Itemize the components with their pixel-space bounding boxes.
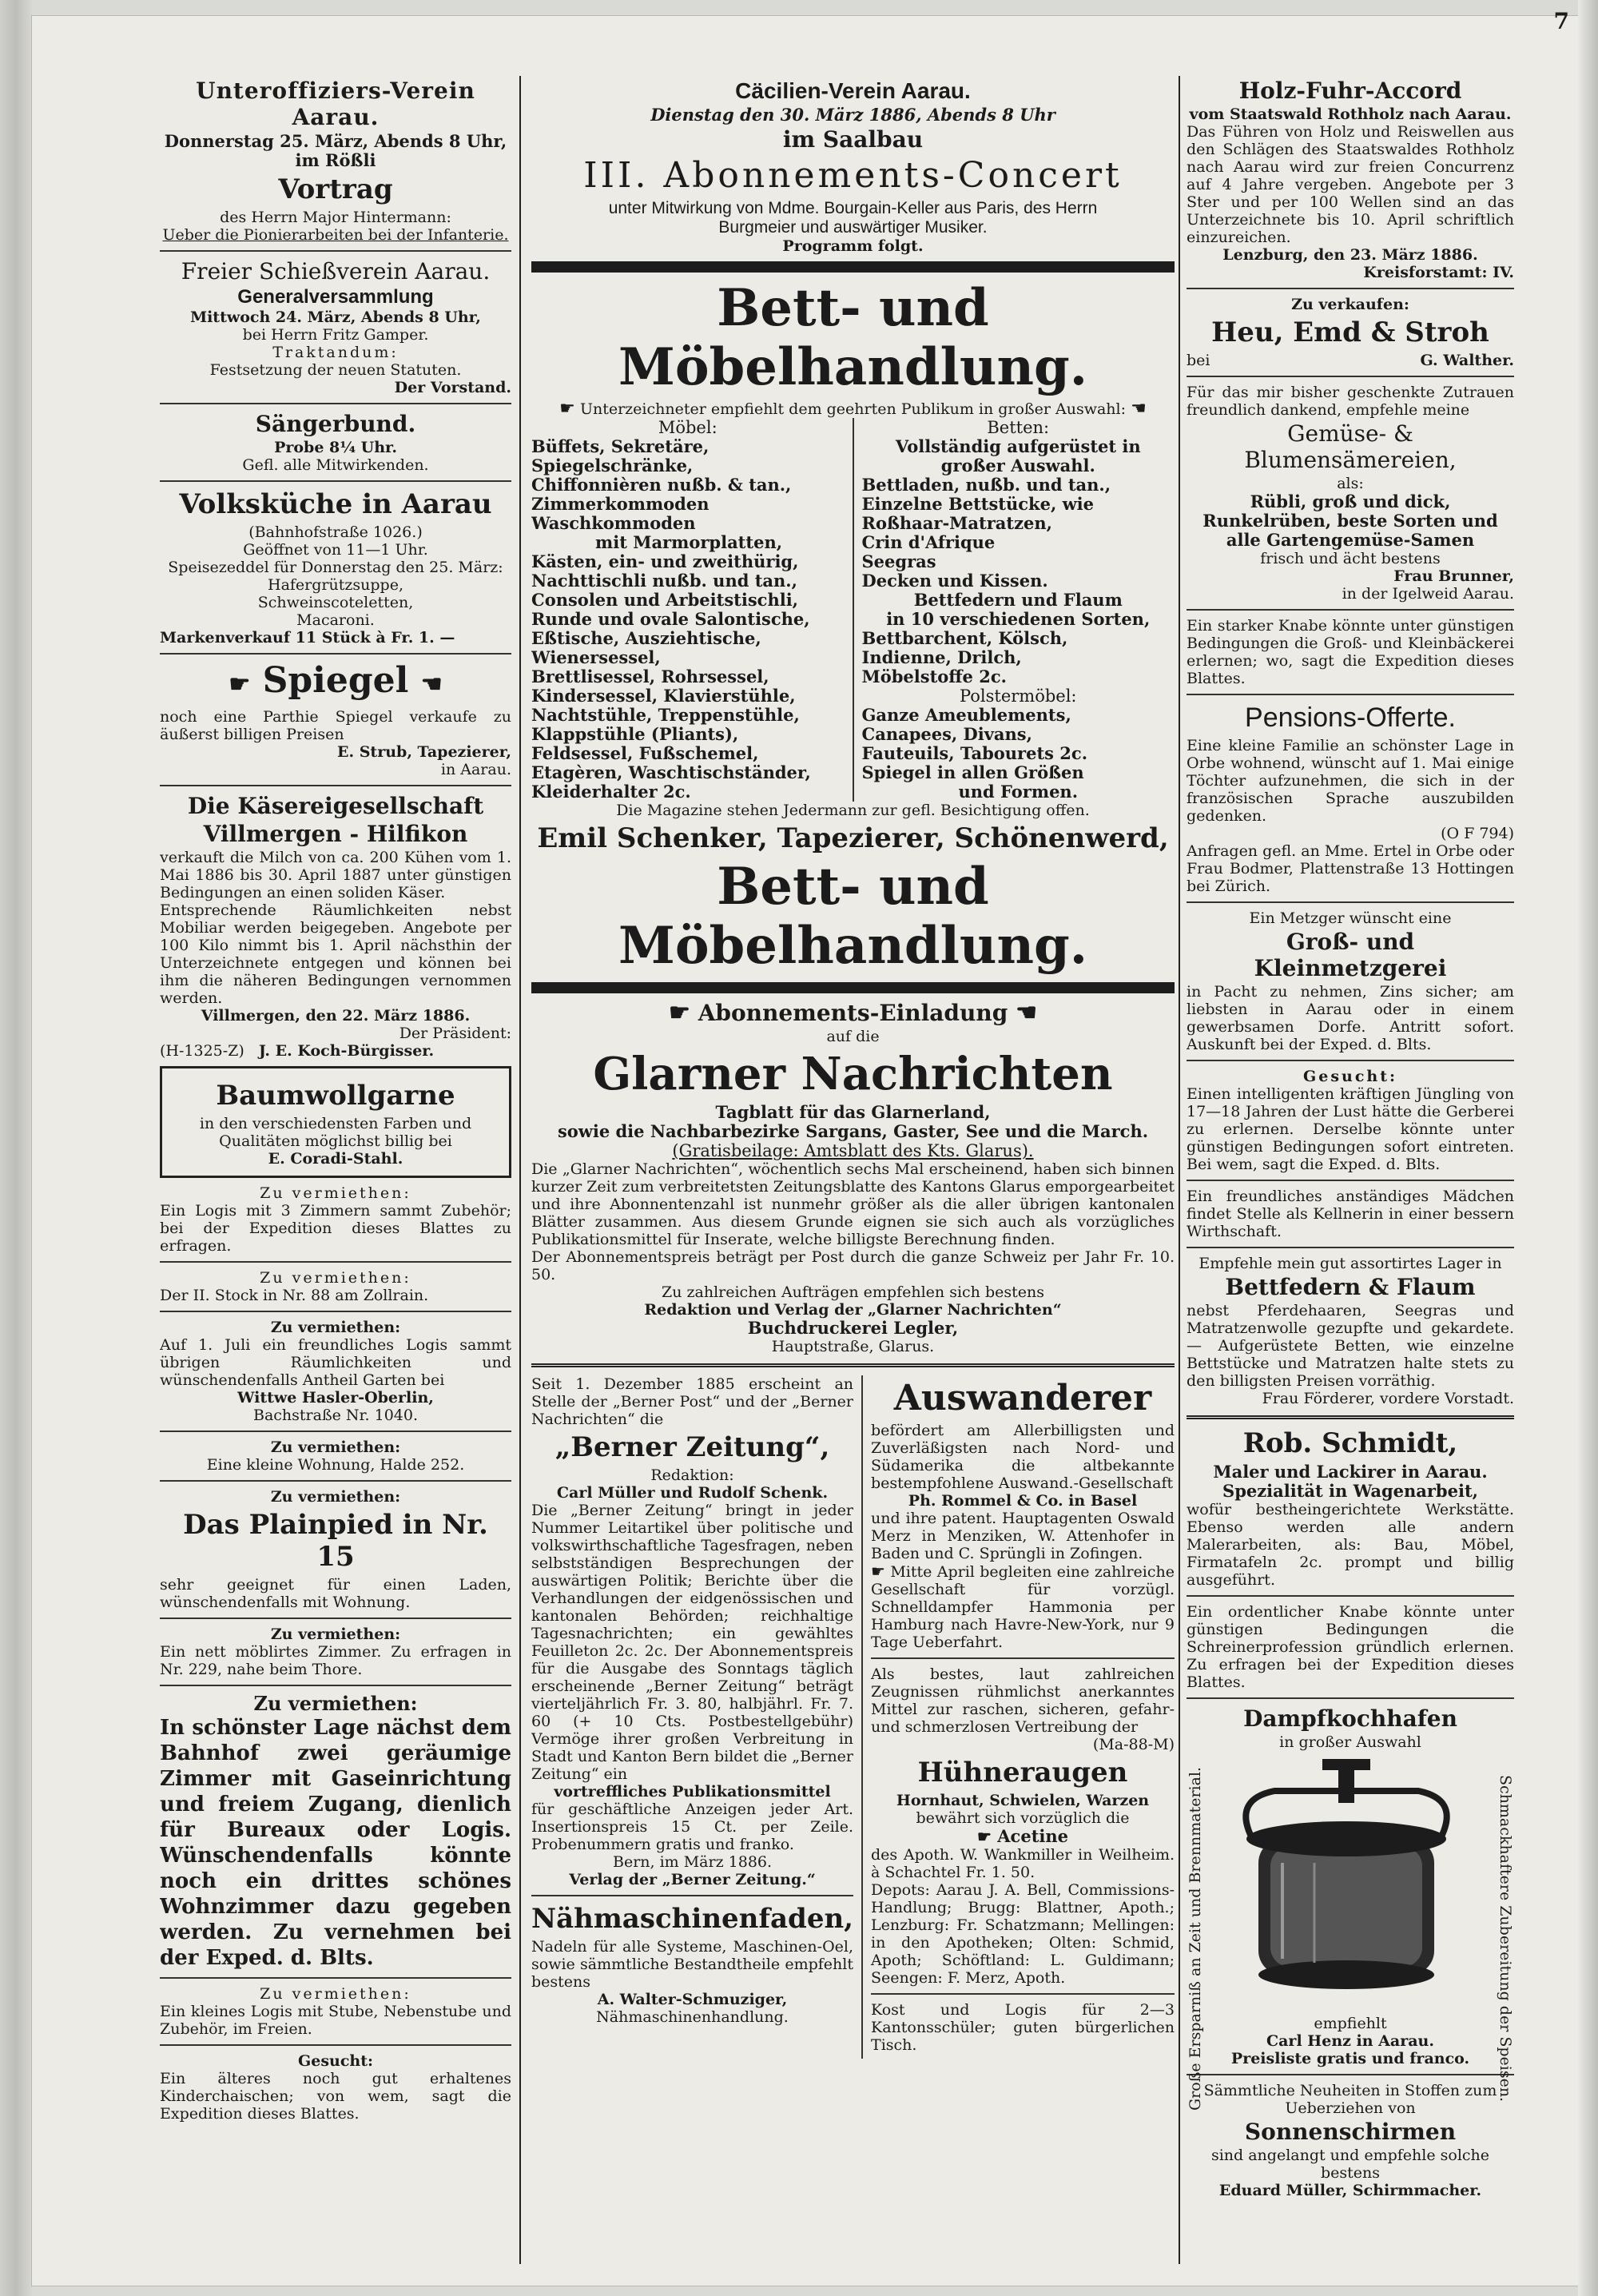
divider bbox=[160, 1311, 511, 1312]
ad-line: auf die bbox=[826, 1028, 880, 1045]
side-text-right: Schmackhaftere Zubereitung der Speisen. bbox=[1497, 1775, 1514, 2103]
ad-line: Villmergen, den 22. März 1886. bbox=[201, 1007, 471, 1025]
ad-line: Der Präsident: bbox=[399, 1025, 511, 1042]
ad-title: Pensions-Offerte. bbox=[1245, 702, 1456, 733]
ad-rob-schmidt bbox=[1187, 1427, 1514, 1589]
divider bbox=[160, 1261, 511, 1263]
ad-glarner-nachrichten bbox=[531, 1000, 1175, 1355]
ad-signature: Wittwe Hasler-Oberlin, bbox=[237, 1389, 434, 1407]
ad-body: Entsprechende Räumlichkeiten nebst Mobiliar werden beigegeben. Angebote per 100 Kilo nimmt bis 1. April nächsthin der Unterzeichnete entgegen und können bei ihm die näheren Bedingungen vernommen werden. bbox=[160, 901, 511, 1007]
ad-heading: Zu vermiethen: bbox=[253, 1692, 418, 1715]
list-item: Crin d'Afrique bbox=[861, 532, 996, 552]
divider bbox=[1187, 609, 1514, 611]
ad-rent-6 bbox=[160, 1626, 511, 1678]
list-item: Eßtische, Ausziehtische, bbox=[531, 628, 761, 648]
pressure-cooker-illustration bbox=[1226, 1751, 1466, 2007]
divider bbox=[160, 1480, 511, 1482]
ad-body: Kost und Logis für 2—3 Kantonsschüler; guten bürgerlichen Tisch. bbox=[871, 2001, 1175, 2054]
ad-body: Als bestes, laut zahlreichen Zeugnissen rühmlichst anerkanntes Mittel zur raschen, sicheren, gefahr- und schmerzlosen Vertreibung der bbox=[871, 1665, 1175, 1736]
ad-body: Ein ordentlicher Knabe könnte unter günstigen Bedingungen die Schreinerprofession gründlich erlernen. Zu erfragen bei der Expedition dieses Blattes. bbox=[1187, 1603, 1514, 1691]
pointing-hand-icon: ☛ bbox=[977, 1827, 992, 1846]
ad-signature: Eduard Müller, Schirmmacher. bbox=[1218, 2182, 1482, 2199]
ad-line: in großer Auswahl bbox=[1279, 1733, 1421, 1751]
ad-sonnenschirme bbox=[1187, 2082, 1514, 2199]
ad-title: Spiegel bbox=[262, 660, 409, 701]
ad-body: Ein nett möblirtes Zimmer. Zu erfragen in Nr. 229, nahe beim Thore. bbox=[160, 1643, 511, 1678]
ad-line: Acetine bbox=[997, 1826, 1068, 1846]
list-item: Nachtstühle, Treppenstühle, bbox=[531, 705, 800, 725]
list-item: Indienne, Drilch, bbox=[861, 647, 1022, 667]
ad-line: Festsetzung der neuen Statuten. bbox=[209, 361, 462, 379]
ad-body: Eine kleine Familie an schönster Lage in Orbe wohnend, wünscht auf 1. Mai einige Töchter aufzunehmen, die sich in der französischen Sprache auszubilden gedenken. bbox=[1187, 737, 1514, 825]
ad-heading: Zu vermiethen: bbox=[270, 1319, 401, 1336]
ad-unteroffiziers bbox=[160, 78, 511, 244]
ad-line: bei Herrn Fritz Gamper. bbox=[242, 326, 429, 344]
ad-body: Ein freundliches anständiges Mädchen findet Stelle als Kellnerin in einer bessern Wirthschaft. bbox=[1187, 1188, 1514, 1240]
ad-title: Gemüse- & Blumensämereien, bbox=[1244, 420, 1457, 473]
divider bbox=[1187, 1595, 1514, 1597]
ad-line: Redaktion: bbox=[650, 1466, 734, 1484]
ad-body: Nadeln für alle Systeme, Maschinen-Oel, sowie sämmtliche Bestandtheile empfehlt bestens bbox=[531, 1938, 854, 1991]
ad-auswanderer bbox=[871, 1379, 1175, 1651]
ad-spiegel bbox=[160, 661, 511, 778]
list-item: Spiegelschränke, bbox=[531, 456, 694, 476]
ad-schreiner bbox=[1187, 1603, 1514, 1691]
ad-code: (H-1325-Z) bbox=[160, 1042, 244, 1060]
ad-code: (Ma-88-M) bbox=[1092, 1736, 1175, 1753]
ad-title: „Berner Zeitung“, bbox=[555, 1431, 830, 1463]
divider bbox=[160, 250, 511, 252]
pointing-hand-icon: ☛ bbox=[669, 999, 690, 1027]
ad-title: Cäcilien-Verein Aarau. bbox=[735, 78, 971, 103]
divider bbox=[1187, 1415, 1514, 1419]
ad-body: Rübli, groß und dick, Runkelrüben, beste Sorten und alle Gartengemüse-Samen bbox=[1202, 491, 1498, 550]
list-item: Vollständig aufgerüstet in bbox=[895, 436, 1141, 456]
ad-heading: Zu vermiethen: bbox=[260, 1269, 411, 1287]
divider bbox=[1187, 288, 1514, 289]
ad-code: (O F 794) bbox=[1441, 825, 1514, 842]
ad-body: Einen intelligenten kräftigen Jüngling von 17—18 Jahren der Lust hätte die Gerberei zu erlernen. Derselbe könnte unter günstigen Bedingungen sofort eintreten. Bei wem, sagt die Exped. d. Blts. bbox=[1187, 1085, 1514, 1173]
ad-line: Ph. Rommel & Co. in Basel bbox=[908, 1492, 1138, 1510]
ad-line: Sämmtliche Neuheiten in Stoffen zum Ueberziehen von bbox=[1203, 2082, 1497, 2117]
center-bottom-right bbox=[871, 1375, 1175, 2059]
page-edge-left bbox=[0, 0, 32, 2296]
list-item: Bettfedern und Flaum bbox=[913, 590, 1123, 610]
divider bbox=[160, 785, 511, 786]
heavy-rule bbox=[531, 261, 1175, 273]
ad-line: im Saalbau bbox=[782, 126, 924, 153]
list-item: Brettlisessel, Rohrsessel, bbox=[531, 667, 769, 686]
ad-body: Ein Logis mit 3 Zimmern sammt Zubehör; bei der Expedition dieses Blattes zu erfragen. bbox=[160, 1202, 511, 1255]
ad-title: Baumwollgarne bbox=[216, 1080, 455, 1112]
ad-line: bei bbox=[1187, 352, 1210, 369]
ad-title: Bett- und Möbelhandlung. bbox=[618, 857, 1087, 976]
ad-kellnerin bbox=[1187, 1188, 1514, 1240]
list-item: Kästen, ein- und zweithürig, bbox=[531, 551, 799, 571]
ad-body: befördert am Allerbilligsten und Zuverläßigsten nach Nord- und Südamerika die altbekannte bestempfohlene Auswand.-Gesellschaft bbox=[871, 1422, 1175, 1492]
ad-title: Bett- und Möbelhandlung. bbox=[618, 278, 1087, 397]
ad-line: Traktandum: bbox=[272, 344, 399, 361]
ad-body: Mitte April begleiten eine zahlreiche Gesellschaft für vorzügl. Schnelldampfer Hammonia per Hamburg nach Havre-New-York, nur 9 Tage Ueberfahrt. bbox=[871, 1563, 1175, 1651]
ad-body: verkauft die Milch von ca. 200 Kühen vom 1. Mai 1886 bis 30. April 1887 unter günstigen Bedingungen an einen soliden Käser. bbox=[160, 849, 511, 901]
ad-heading: Zu vermiethen: bbox=[270, 1626, 401, 1643]
ad-pensions-offerte bbox=[1187, 702, 1514, 895]
ad-line: Mittwoch 24. März, Abends 8 Uhr, bbox=[190, 308, 481, 326]
ad-title: Villmergen - Hilfikon bbox=[203, 821, 468, 847]
ad-title: Sonnenschirmen bbox=[1244, 2119, 1457, 2145]
ad-heading: Zu vermiethen: bbox=[270, 1438, 401, 1456]
ad-line: Unterzeichneter empfiehlt dem geehrten Publikum in großer Auswahl: bbox=[579, 400, 1127, 418]
ad-title: Glarner Nachrichten bbox=[593, 1048, 1113, 1100]
ad-line: Bern, im März 1886. bbox=[612, 1853, 773, 1871]
ad-line: Markenverkauf 11 Stück à Fr. 1. — bbox=[160, 629, 455, 647]
ad-body: und ihre patent. Hauptagenten Oswald Merz in Menziken, W. Attenhofer in Baden und C. Sprüngli in Zofingen. bbox=[871, 1510, 1175, 1562]
ad-saemereien bbox=[1187, 384, 1514, 603]
list-heading: Möbel: bbox=[658, 418, 718, 437]
ad-heading: Zu vermiethen: bbox=[260, 1184, 411, 1202]
divider bbox=[160, 1431, 511, 1432]
ad-line: Spezialität in Wagenarbeit, bbox=[1222, 1481, 1478, 1501]
ad-body: nebst Pferdehaaren, Seegras und Matratzenwolle gezupfte und gekardete. — Aufgerüstete Betten, wie einzelne Bettstücke und Matratzen halte stets zu den billigsten Preisen vorräthig. bbox=[1187, 1302, 1514, 1390]
list-item: Waschkommoden bbox=[531, 513, 696, 533]
ad-signature: Frau Förderer, vordere Vorstadt. bbox=[1262, 1390, 1514, 1407]
ad-title: Volksküche in Aarau bbox=[179, 488, 492, 520]
list-heading: Betten: bbox=[987, 418, 1050, 437]
ad-line: in den verschiedensten Farben und bbox=[199, 1115, 472, 1132]
list-item: Bettladen, nußb. und tan., bbox=[861, 475, 1111, 495]
ad-title: Sängerbund. bbox=[255, 411, 416, 437]
list-item: Spiegel in allen Größen bbox=[861, 762, 1084, 782]
ad-title: Nähmaschinenfaden, bbox=[531, 1903, 854, 1935]
list-item: Büffets, Sekretäre, bbox=[531, 436, 710, 456]
list-item: Runde und ovale Salontische, bbox=[531, 609, 810, 629]
list-item: Einzelne Bettstücke, wie bbox=[861, 494, 1094, 514]
ad-naehmaschinenfaden bbox=[531, 1903, 853, 2026]
side-text-left: Große Ersparniß an Zeit und Brennmaterial. bbox=[1187, 1766, 1204, 2111]
list-item: Fauteuils, Tabourets 2c. bbox=[861, 743, 1088, 763]
ad-berner-zeitung bbox=[531, 1375, 853, 1888]
ad-body: Für das mir bisher geschenkte Zutrauen freundlich dankend, empfehle meine bbox=[1187, 384, 1514, 419]
ad-holz-fuhr bbox=[1187, 78, 1514, 281]
ad-line: Preisliste gratis und franco. bbox=[1230, 2050, 1470, 2067]
divider bbox=[1187, 901, 1514, 903]
ad-line: Hauptstraße, Glarus. bbox=[771, 1338, 935, 1355]
ad-body: sehr geeignet für einen Laden, wünschendenfalls mit Wohnung. bbox=[160, 1576, 511, 1611]
divider bbox=[871, 1993, 1175, 1995]
ad-body: wofür bestheingerichtete Werkstätte. Ebenso werden alle andern Malerarbeiten, als: Bau, Möbel, Firmatafeln 2c. prompt und billig ausgeführt. bbox=[1187, 1501, 1514, 1589]
list-item: Kindersessel, Klavierstühle, bbox=[531, 686, 796, 706]
pointing-hand-icon: ☛ bbox=[871, 1562, 885, 1581]
ad-title: Auswanderer bbox=[893, 1378, 1152, 1419]
ad-line: Burgmeier und auswärtiger Musiker. bbox=[718, 218, 988, 237]
ad-body: noch eine Parthie Spiegel verkaufe zu äußerst billigen Preisen bbox=[160, 708, 511, 743]
list-item: Zimmerkommoden bbox=[531, 494, 710, 514]
ad-line: empfiehlt bbox=[1314, 2015, 1387, 2032]
ad-signature: Verlag der „Berner Zeitung.“ bbox=[569, 1871, 816, 1888]
ad-knabe-baeckerei bbox=[1187, 617, 1514, 687]
ad-body: Das Führen von Holz und Reiswellen aus den Schlägen des Staatswaldes Rothholz nach Aarau wird zur freien Concurrenz auf 4 Jahre vergeben. Angebote per 3 Ster und per 100 Wellen sind an das Unterzeichnete bis 10. April schriftlich einzureichen. bbox=[1187, 123, 1514, 246]
ad-gesucht-right bbox=[1187, 1068, 1514, 1173]
ad-line: im Rößli bbox=[295, 150, 376, 170]
ad-line: frisch und ächt bestens bbox=[1260, 550, 1441, 567]
ad-line: Donnerstag 25. März, Abends 8 Uhr, bbox=[164, 131, 507, 151]
ad-line: Dienstag den 30. März 1886, Abends 8 Uhr bbox=[650, 105, 1055, 125]
ad-signature: E. Strub, Tapezierer, bbox=[337, 743, 511, 761]
ad-heading: Abonnements-Einladung bbox=[698, 1000, 1008, 1026]
ad-heading: Zu vermiethen: bbox=[270, 1488, 401, 1506]
page-edge-right bbox=[1578, 0, 1598, 2296]
ad-body: in Pacht zu nehmen, Zins sicher; am liebsten in Aarau oder in einem gewerbsamen Dorfe. Antritt sofort. Auskunft bei der Exped. d. Blts. bbox=[1187, 983, 1514, 1053]
ad-line: (Bahnhofstraße 1026.) bbox=[248, 523, 423, 541]
divider bbox=[1187, 376, 1514, 377]
ad-body: Depots: Aarau J. A. Bell, Commissions-Handlung; Brugg: Blattner, Apoth.; Lenzburg: Fr. Schatzmann; Mellingen: in den Apotheken; Olten: Schmid, Apoth; Schöftland: L. Guldimann; Seengen: F. Merz, Apoth. bbox=[871, 1881, 1175, 1987]
ad-baumwollgarne bbox=[160, 1066, 511, 1178]
ad-body: sind angelangt und empfehle solche bestens bbox=[1210, 2147, 1490, 2182]
list-item: Chiffonnièren nußb. & tan., bbox=[531, 475, 792, 495]
list-item: Wienersessel, bbox=[531, 647, 661, 667]
list-item: Roßhaar-Matratzen, bbox=[861, 513, 1052, 533]
ad-title: Dampfkochhafen bbox=[1243, 1705, 1457, 1732]
divider bbox=[1187, 694, 1514, 695]
ad-body: des Apoth. W. Wankmiller in Weilheim. à Schachtel Fr. 1. 50. bbox=[871, 1846, 1175, 1881]
ad-signature: Buchdruckerei Legler, bbox=[747, 1318, 959, 1338]
column-right bbox=[1187, 76, 1514, 2264]
ad-line: Bachstraße Nr. 1040. bbox=[252, 1407, 419, 1424]
ad-line: Tagblatt für das Glarnerland, bbox=[715, 1102, 991, 1122]
column-center bbox=[531, 76, 1175, 2264]
ad-rent-7 bbox=[160, 1693, 511, 1971]
pointing-hand-icon: ☚ bbox=[1016, 999, 1037, 1027]
ad-line: Qualitäten möglichst billig bei bbox=[219, 1132, 452, 1150]
ad-line: Probe 8¼ Uhr. bbox=[274, 439, 397, 456]
divider bbox=[1187, 2074, 1514, 2075]
ad-title: Freier Schießverein Aarau. bbox=[181, 258, 491, 285]
divider bbox=[531, 1363, 1175, 1367]
ad-title: Heu, Emd & Stroh bbox=[1211, 316, 1489, 348]
ad-rent-4 bbox=[160, 1438, 511, 1474]
ad-signature: Frau Brunner, bbox=[1393, 567, 1514, 585]
divider bbox=[160, 653, 511, 655]
ad-line: Speisezeddel für Donnerstag den 25. März: bbox=[168, 559, 503, 576]
list-item: Consolen und Arbeitstischli, bbox=[531, 590, 798, 610]
list-item: Bettbarchent, Kölsch, bbox=[861, 628, 1068, 648]
ad-body: Ein älteres noch gut erhaltenes Kinderchaischen; von wem, sagt die Expedition dieses Blattes. bbox=[160, 2070, 511, 2123]
ad-signature: Redaktion und Verlag der „Glarner Nachrichten“ bbox=[644, 1301, 1062, 1319]
moebel-list bbox=[531, 418, 845, 802]
ad-line: Hafergrützsuppe, bbox=[268, 576, 403, 594]
ad-body: Auf 1. Juli ein freundliches Logis sammt übrigen Räumlichkeiten und wünschendenfalls Antheil Garten bei bbox=[160, 1336, 511, 1389]
list-item: großer Auswahl. bbox=[940, 456, 1095, 476]
ad-line: vom Staatswald Rothholz nach Aarau. bbox=[1189, 105, 1512, 123]
ad-gesucht-left bbox=[160, 2052, 511, 2123]
list-item: und Formen. bbox=[958, 782, 1079, 802]
ad-line: unter Mitwirkung von Mdme. Bourgain-Keller aus Paris, des Herrn bbox=[608, 199, 1098, 217]
list-item: Klappstühle (Pliants), bbox=[531, 724, 739, 744]
ad-title: Rob. Schmidt, bbox=[1242, 1427, 1458, 1459]
ad-rent-5 bbox=[160, 1488, 511, 1611]
ad-huehneraugen bbox=[871, 1665, 1175, 1987]
list-item: Etagèren, Waschtischständer, bbox=[531, 762, 811, 782]
column-left bbox=[160, 76, 511, 2264]
ad-title: Holz-Fuhr-Accord bbox=[1238, 78, 1462, 104]
ad-title: Hühneraugen bbox=[917, 1757, 1128, 1789]
ad-rent-3 bbox=[160, 1319, 511, 1424]
ad-volkskueche bbox=[160, 488, 511, 647]
divider bbox=[160, 1618, 511, 1619]
divider bbox=[160, 403, 511, 404]
ad-signature: A. Walter-Schmuziger, bbox=[597, 1991, 788, 2008]
divider bbox=[871, 1657, 1175, 1659]
divider bbox=[1187, 1060, 1514, 1061]
ad-line: Programm folgt. bbox=[782, 237, 924, 255]
ad-kost-logis bbox=[871, 2001, 1175, 2054]
ad-body: für geschäftliche Anzeigen jeder Art. Insertionspreis 15 Ct. per Zeile. Probenummern gratis und franko. bbox=[531, 1801, 854, 1853]
list-item: in 10 verschiedenen Sorten, bbox=[886, 609, 1151, 629]
divider bbox=[160, 480, 511, 482]
furniture-lists bbox=[531, 418, 1175, 802]
ad-body: Die „Berner Zeitung“ bringt in jeder Nummer Leitartikel über politische und volkswirthschaftliche Tagesfragen, neben selbstständigen Besprechungen der auswärtigen Politik; Berichte über die Verhandlungen der eidgenössischen und kantonalen Behörden; reichhaltige Tagesnachrichten; ein gewähltes Feuilleton 2c. 2c. Der Abonnementspreis für die Ausgabe des Sonntags täglich erscheinende „Berner Zeitung“ beträgt vierteljährlich Fr. 3. 80, halbjährl. Fr. 7. 60 (+ 10 Cts. Postbestellgebühr) Vermöge ihrer großen Verbreitung in Stadt und Kanton Bern bildet die „Berner Zeitung“ ein bbox=[531, 1502, 854, 1783]
ad-line: Carl Müller und Rudolf Schenk. bbox=[556, 1484, 829, 1502]
ad-heading: Gesucht: bbox=[298, 2052, 373, 2070]
ad-line: Hornhaut, Schwielen, Warzen bbox=[896, 1792, 1150, 1809]
ad-line: Lenzburg, den 23. März 1886. bbox=[1222, 246, 1478, 264]
ad-body: In schönster Lage nächst dem Bahnhof zwei geräumige Zimmer mit Gaseinrichtung und freiem Zugang, dienlich für Bureaux oder Logis. Wünschendenfalls könnte noch ein drittes schönes Wohnzimmer dazu gegeben werden. Zu vernehmen bei der Exped. d. Blts. bbox=[160, 1716, 511, 1970]
ad-body: Ein starker Knabe könnte unter günstigen Bedingungen die Groß- und Kleinbäckerei erlernen; wo, sagt die Expedition dieses Blattes. bbox=[1187, 617, 1514, 687]
divider bbox=[531, 1895, 853, 1896]
ad-line: vortreffliches Publikationsmittel bbox=[554, 1783, 831, 1801]
betten-list bbox=[862, 418, 1175, 802]
ad-title: Unteroffiziers-Verein Aarau. bbox=[196, 78, 475, 130]
ad-signature: G. Walther. bbox=[1420, 352, 1514, 369]
list-item: mit Marmorplatten, bbox=[595, 532, 783, 552]
ad-line: Empfehle mein gut assortirtes Lager in bbox=[1198, 1255, 1502, 1272]
ad-signature: Carl Henz in Aarau. bbox=[1266, 2032, 1434, 2050]
divider bbox=[1187, 1247, 1514, 1248]
ad-line: Maler und Lackirer in Aarau. bbox=[1213, 1462, 1488, 1482]
pointing-hand-icon: ☛ bbox=[559, 399, 575, 419]
ad-title: Die Käsereigesellschaft bbox=[187, 793, 484, 819]
list-item: Decken und Kissen. bbox=[861, 571, 1048, 591]
ad-signature: J. E. Koch-Bürgisser. bbox=[258, 1042, 435, 1060]
ad-rent-8 bbox=[160, 1985, 511, 2038]
list-item: Möbelstoffe 2c. bbox=[861, 667, 1007, 686]
ad-line: Ein Metzger wünscht eine bbox=[1249, 909, 1452, 927]
ad-body: Eine kleine Wohnung, Halde 252. bbox=[206, 1456, 465, 1474]
column-rule-left bbox=[519, 76, 521, 2264]
ad-line: Geöffnet von 11—1 Uhr. bbox=[243, 541, 428, 559]
ad-line: in Aarau. bbox=[440, 761, 511, 778]
ad-line: in der Igelweid Aarau. bbox=[1342, 585, 1514, 603]
ad-caecilien-verein bbox=[531, 78, 1175, 255]
divider bbox=[1187, 1697, 1514, 1699]
divider bbox=[160, 1977, 511, 1979]
ad-body: Anfragen gefl. an Mme. Ertel in Orbe oder Frau Bodmer, Plattenstraße 13 Hottingen bei Zürich. bbox=[1187, 842, 1514, 895]
ad-body: Ein kleines Logis mit Stube, Nebenstube und Zubehör, im Freien. bbox=[160, 2003, 511, 2038]
list-item: Canapees, Divans, bbox=[861, 724, 1032, 744]
ad-rent-2 bbox=[160, 1269, 511, 1304]
center-bottom-columns bbox=[531, 1375, 1175, 2059]
ad-line: als: bbox=[1337, 475, 1364, 492]
ad-line: Zu zahlreichen Aufträgen empfehlen sich bestens bbox=[662, 1283, 1044, 1301]
pointing-hand-icon: ☚ bbox=[420, 670, 443, 698]
ad-signature: E. Coradi-Stahl. bbox=[268, 1150, 403, 1168]
column-rule-right bbox=[1179, 76, 1180, 2264]
ad-line: Schweinscoteletten, bbox=[257, 594, 414, 611]
pointing-hand-icon: ☛ bbox=[229, 670, 251, 698]
divider bbox=[1187, 1180, 1514, 1181]
ad-signature: Kreisforstamt: IV. bbox=[1363, 264, 1514, 281]
ad-schiessverein bbox=[160, 258, 511, 396]
center-bottom-left bbox=[531, 1375, 853, 2059]
ad-kaesereigesellschaft bbox=[160, 793, 511, 1060]
list-item: Seegras bbox=[861, 551, 936, 571]
ad-line: Die Magazine stehen Jedermann zur gefl. Besichtigung offen. bbox=[616, 802, 1090, 819]
column-divider bbox=[861, 1375, 863, 2059]
ad-metzgerei bbox=[1187, 909, 1514, 1053]
ad-line: Macaroni. bbox=[296, 611, 375, 629]
ad-line: Gefl. alle Mitwirkenden. bbox=[242, 456, 429, 474]
divider bbox=[160, 1685, 511, 1686]
ad-bett-moebel bbox=[531, 279, 1175, 976]
list-heading: Polstermöbel: bbox=[959, 686, 1077, 706]
divider bbox=[160, 2044, 511, 2046]
list-item: Feldsessel, Fußschemel, bbox=[531, 743, 759, 763]
ad-line: (Gratisbeilage: Amtsblatt des Kts. Glarus). bbox=[672, 1141, 1034, 1160]
list-divider bbox=[853, 418, 854, 802]
ad-body: Der II. Stock in Nr. 88 am Zollrain. bbox=[160, 1287, 429, 1304]
heavy-rule bbox=[531, 982, 1175, 993]
ad-bettfedern bbox=[1187, 1255, 1514, 1407]
ad-heading: Zu verkaufen: bbox=[1291, 296, 1409, 313]
list-item: Nachttischli nußb. und tan., bbox=[531, 571, 797, 591]
ad-heading: Gesucht: bbox=[1303, 1068, 1397, 1085]
list-item: Ganze Ameublements, bbox=[861, 705, 1071, 725]
ad-signature: Der Vorstand. bbox=[394, 379, 511, 396]
page-number: 7 bbox=[1553, 8, 1569, 34]
ad-rent-1 bbox=[160, 1184, 511, 1255]
ad-heading: Zu vermiethen: bbox=[260, 1985, 411, 2003]
ad-body: Der Abonnementspreis beträgt per Post durch die ganze Schweiz per Jahr Fr. 10. 50. bbox=[531, 1248, 1175, 1283]
ad-line: bewährt sich vorzüglich die bbox=[916, 1809, 1130, 1827]
pointing-hand-icon: ☚ bbox=[1131, 399, 1147, 419]
ad-title: Groß- und Kleinmetzgerei bbox=[1254, 929, 1447, 981]
ad-title: Das Plainpied in Nr. 15 bbox=[183, 1509, 488, 1573]
ad-body: Die „Glarner Nachrichten“, wöchentlich sechs Mal erscheinend, haben sich binnen kurzer Zeit zum verbreitetsten Zeitungsblatte des Kantons Glarus emporgearbeitet und ihre Abonnentenzahl ist nunmehr größer als die aller übrigen kantonalen Blätter zusammen. Aus diesem Grunde eignen sie sich auch als vorzügliches Publikationsmittel für Inserate, welche billigste Berechnung finden. bbox=[531, 1160, 1175, 1248]
ad-signature: Emil Schenker, Tapezierer, Schönenwerd, bbox=[537, 822, 1169, 854]
ad-heading: Vortrag bbox=[278, 173, 393, 205]
ad-heading: III. Abonnements-Concert bbox=[583, 155, 1123, 196]
ad-line: Ueber die Pionierarbeiten bei der Infanterie. bbox=[162, 226, 509, 244]
ad-saengerbund bbox=[160, 411, 511, 474]
ad-line: des Herrn Major Hintermann: bbox=[220, 209, 451, 226]
ad-line: Seit 1. Dezember 1885 erscheint an Stelle der „Berner Post“ und der „Berner Nachrichten“ die bbox=[531, 1375, 854, 1428]
ad-line: sowie die Nachbarbezirke Sargans, Gaster, See und die March. bbox=[557, 1121, 1149, 1141]
ad-heading: Generalversammlung bbox=[237, 286, 434, 308]
ad-heu bbox=[1187, 296, 1514, 369]
list-item: Kleiderhalter 2c. bbox=[531, 782, 691, 802]
ad-title: Bettfedern & Flaum bbox=[1225, 1274, 1476, 1300]
ad-line: Nähmaschinenhandlung. bbox=[596, 2008, 789, 2026]
